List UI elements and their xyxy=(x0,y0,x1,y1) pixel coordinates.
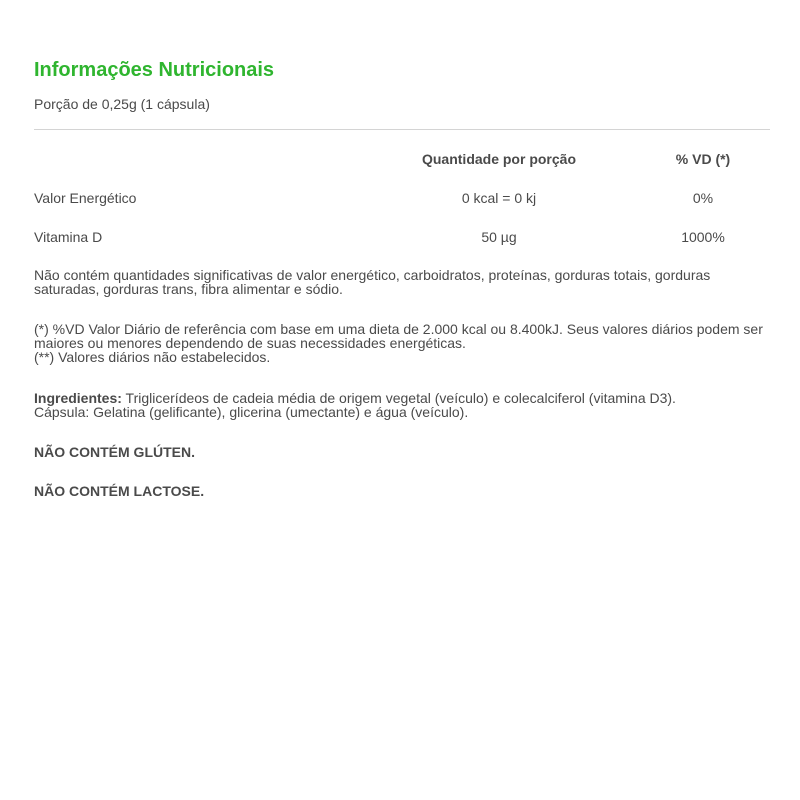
ingredients-text: Triglicerídeos de cadeia média de origem vegetal (veículo) e colecalciferol (vitamina D3). xyxy=(121,390,676,406)
table-header xyxy=(34,149,770,169)
divider xyxy=(34,129,770,130)
ingredients-block xyxy=(34,391,770,419)
not-significant-note: Não contém quantidades significativas de valor energético, carboidratos, proteínas, gorduras totais, gorduras saturadas, gorduras trans, fibra alimentar e sódio. xyxy=(34,267,711,297)
nutrient-vd: 1000% xyxy=(681,229,725,245)
nutrient-quantity: 0 kcal = 0 kj xyxy=(461,190,537,206)
header-vd: % VD (*) xyxy=(675,151,731,167)
nutrient-name: Valor Energético xyxy=(34,190,137,206)
capsule-ingredients: Cápsula: Gelatina (gelificante), glicerina (umectante) e água (veículo). xyxy=(34,404,469,420)
page-title: Informações Nutricionais xyxy=(34,59,275,81)
lactose-warning: NÃO CONTÉM LACTOSE. xyxy=(34,483,205,499)
nutrient-name: Vitamina D xyxy=(34,229,103,245)
ingredients-label: Ingredientes: xyxy=(34,390,122,406)
table-row xyxy=(34,188,770,208)
nutrient-quantity: 50 µg xyxy=(481,229,517,245)
vd-footnote-line2: (**) Valores diários não estabelecidos. xyxy=(34,349,271,365)
ingredients-line xyxy=(34,391,770,405)
header-quantity: Quantidade por porção xyxy=(421,151,576,167)
serving-size: Porção de 0,25g (1 cápsula) xyxy=(34,96,210,112)
vd-footnote xyxy=(34,322,770,364)
gluten-warning: NÃO CONTÉM GLÚTEN. xyxy=(34,444,195,460)
table-row xyxy=(34,227,770,247)
nutrient-vd: 0% xyxy=(692,190,714,206)
vd-footnote-line1: (*) %VD Valor Diário de referência com base em uma dieta de 2.000 kcal ou 8.400kJ. Seus valores diários podem ser maiores ou menores dependendo de suas necessidades energéticas. xyxy=(34,321,763,351)
